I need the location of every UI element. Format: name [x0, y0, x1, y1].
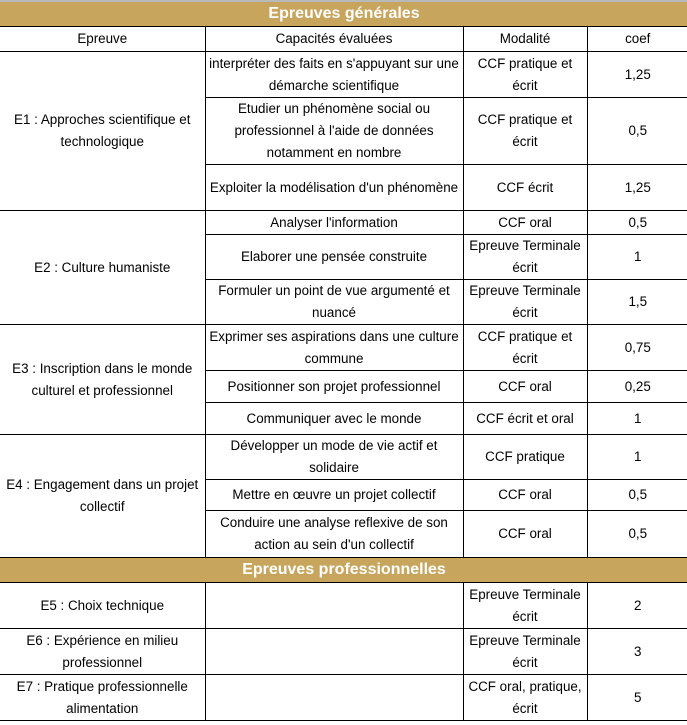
table-row [0, 435, 687, 480]
table-row [0, 211, 687, 235]
table-row [0, 52, 687, 98]
modalite-cell: CCF pratique et écrit [463, 52, 587, 98]
coef-cell: 1,5 [587, 280, 687, 325]
section-title-general: Epreuves générales [0, 1, 687, 27]
section-header-professional [0, 558, 687, 583]
modalite-cell: CCF écrit [463, 165, 587, 211]
modalite-cell: Epreuve Terminale écrit [463, 280, 587, 325]
coef-cell: 0,25 [587, 371, 687, 403]
coef-cell: 0,5 [587, 511, 687, 558]
modalite-cell: CCF oral [463, 211, 587, 235]
coef-cell: 0,5 [587, 211, 687, 235]
epreuve-cell: E6 : Expérience en milieu professionnel [0, 629, 205, 675]
table-row [0, 583, 687, 629]
epreuve-cell: E2 : Culture humaniste [0, 211, 205, 325]
modalite-cell: CCF oral [463, 371, 587, 403]
column-header-modalite: Modalité [463, 27, 587, 52]
capacite-cell: interpréter des faits en s'appuyant sur une démarche scientifique [205, 52, 463, 98]
modalite-cell: Epreuve Terminale écrit [463, 583, 587, 629]
column-header-row [0, 27, 687, 52]
capacite-cell: Mettre en œuvre un projet collectif [205, 480, 463, 511]
modalite-cell: CCF oral [463, 480, 587, 511]
capacite-cell: Conduire une analyse reflexive de son action au sein d'un collectif [205, 511, 463, 558]
column-header-coef: coef [587, 27, 687, 52]
epreuve-cell: E5 : Choix technique [0, 583, 205, 629]
modalite-cell: CCF pratique et écrit [463, 98, 587, 165]
capacite-cell: Exprimer ses aspirations dans une culture commune [205, 325, 463, 371]
modalite-cell: CCF oral, pratique, écrit [463, 675, 587, 721]
column-header-epreuve: Epreuve [0, 27, 205, 52]
table-row [0, 325, 687, 371]
epreuve-cell: E1 : Approches scientifique et technologique [0, 52, 205, 211]
modalite-cell: Epreuve Terminale écrit [463, 235, 587, 280]
modalite-cell: CCF écrit et oral [463, 403, 587, 435]
coef-cell: 5 [587, 675, 687, 721]
capacite-cell [205, 675, 463, 721]
epreuve-cell: E3 : Inscription dans le monde culturel et professionnel [0, 325, 205, 435]
table-row [0, 675, 687, 721]
coef-cell: 2 [587, 583, 687, 629]
coef-cell: 1,25 [587, 165, 687, 211]
modalite-cell: CCF oral [463, 511, 587, 558]
capacite-cell [205, 629, 463, 675]
capacite-cell: Positionner son projet professionnel [205, 371, 463, 403]
column-header-capacites: Capacités évaluées [205, 27, 463, 52]
coef-cell: 0,75 [587, 325, 687, 371]
epreuve-cell: E7 : Pratique professionnelle alimentation [0, 675, 205, 721]
coef-cell: 1,25 [587, 52, 687, 98]
capacite-cell: Formuler un point de vue argumenté et nuancé [205, 280, 463, 325]
coef-cell: 3 [587, 629, 687, 675]
capacite-cell: Analyser l'information [205, 211, 463, 235]
capacite-cell: Etudier un phénomène social ou professionnel à l'aide de données notamment en nombre [205, 98, 463, 165]
coef-cell: 0,5 [587, 98, 687, 165]
coef-cell: 1 [587, 435, 687, 480]
capacite-cell: Développer un mode de vie actif et solidaire [205, 435, 463, 480]
capacite-cell: Exploiter la modélisation d'un phénomène [205, 165, 463, 211]
coef-cell: 1 [587, 403, 687, 435]
section-header-general [0, 1, 687, 27]
table-row [0, 629, 687, 675]
modalite-cell: CCF pratique [463, 435, 587, 480]
coef-cell: 0,5 [587, 480, 687, 511]
modalite-cell: CCF pratique et écrit [463, 325, 587, 371]
section-title-professional: Epreuves professionnelles [0, 558, 687, 583]
capacite-cell: Communiquer avec le monde [205, 403, 463, 435]
capacite-cell: Elaborer une pensée construite [205, 235, 463, 280]
epreuve-cell: E4 : Engagement dans un projet collectif [0, 435, 205, 558]
modalite-cell: Epreuve Terminale écrit [463, 629, 587, 675]
coef-cell: 1 [587, 235, 687, 280]
capacite-cell [205, 583, 463, 629]
